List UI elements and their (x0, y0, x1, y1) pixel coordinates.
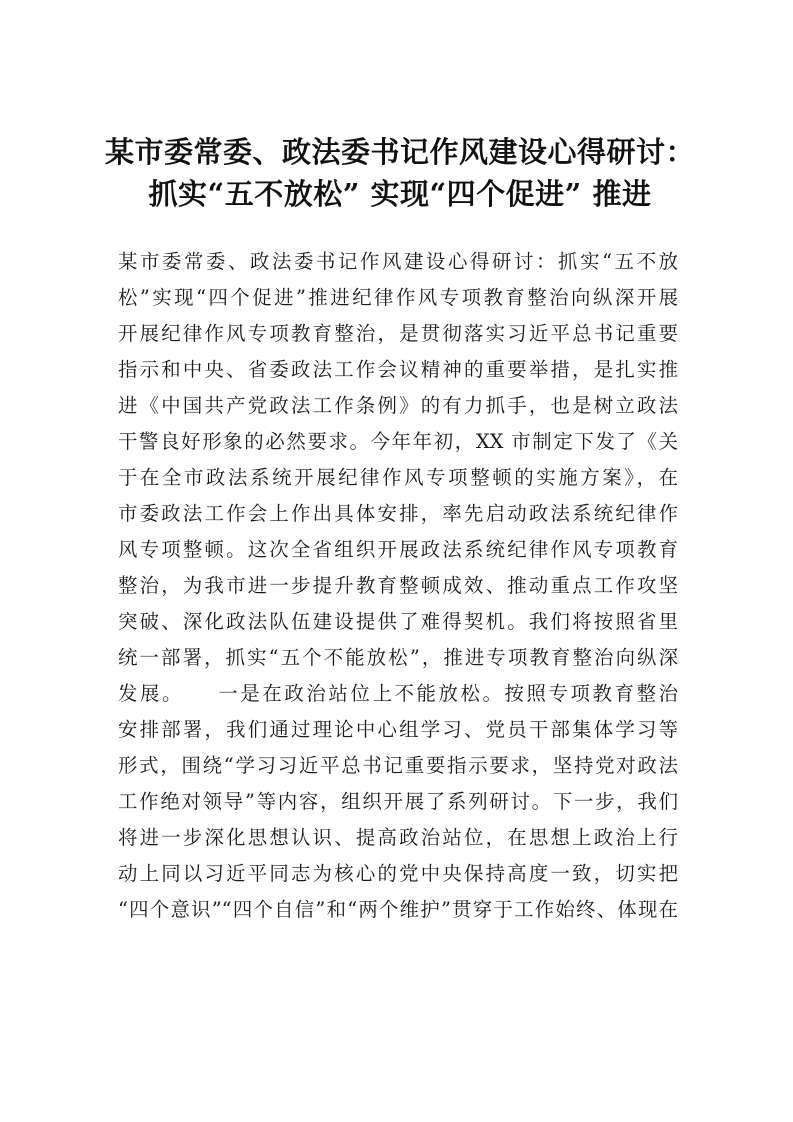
body-line: 将进一步深化思想认识、提高政治站位，在思想上政治上行 (118, 826, 678, 849)
body-line: 安排部署，我们通过理论中心组学习、党员干部集体学习等 (118, 718, 678, 741)
body-line: 开展纪律作风专项教育整治，是贯彻落实习近平总书记重要 (118, 322, 678, 345)
body-line: 工作绝对领导”等内容，组织开展了系列研讨。下一步，我们 (118, 790, 678, 813)
body-line: 统一部署，抓实“五个不能放松”，推进专项教育整治向纵深 (118, 646, 678, 669)
body-line: 进《中国共产党政法工作条例》的有力抓手，也是树立政法 (118, 394, 678, 417)
body-line: 某市委常委、政法委书记作风建设心得研讨：抓实“五不放 (118, 250, 678, 273)
body-line: 于在全市政法系统开展纪律作风专项整顿的实施方案》，在 (118, 466, 678, 489)
body-line: 突破、深化政法队伍建设提供了难得契机。我们将按照省里 (118, 610, 678, 633)
body-line: 风专项整顿。这次全省组织开展政法系统纪律作风专项教育 (118, 538, 678, 561)
body-line: 指示和中央、省委政法工作会议精神的重要举措，是扎实推 (118, 358, 678, 381)
document-title-line-1: 某市委常委、政法委书记作风建设心得研讨： (104, 135, 695, 169)
body-line: 整治，为我市进一步提升教育整顿成效、推动重点工作攻坚 (118, 574, 678, 597)
body-line: 干警良好形象的必然要求。今年年初，XX 市制定下发了《关 (118, 430, 678, 453)
body-line: 动上同以习近平同志为核心的党中央保持高度一致，切实把 (118, 862, 678, 885)
body-line: 松”实现“四个促进”推进纪律作风专项教育整治向纵深开展 (118, 286, 678, 309)
document-body (118, 244, 678, 928)
body-line: “四个意识”“四个自信”和“两个维护”贯穿于工作始终、体现在 (118, 898, 678, 921)
body-line: 形式，围绕“学习习近平总书记重要指示要求，坚持党对政法 (118, 754, 678, 777)
body-line: 发展。 一是在政治站位上不能放松。按照专项教育整治 (118, 682, 678, 705)
document-title-line-2: 抓实“五不放松” 实现“四个促进” 推进 (148, 177, 652, 211)
body-line: 市委政法工作会上作出具体安排，率先启动政法系统纪律作 (118, 502, 678, 525)
